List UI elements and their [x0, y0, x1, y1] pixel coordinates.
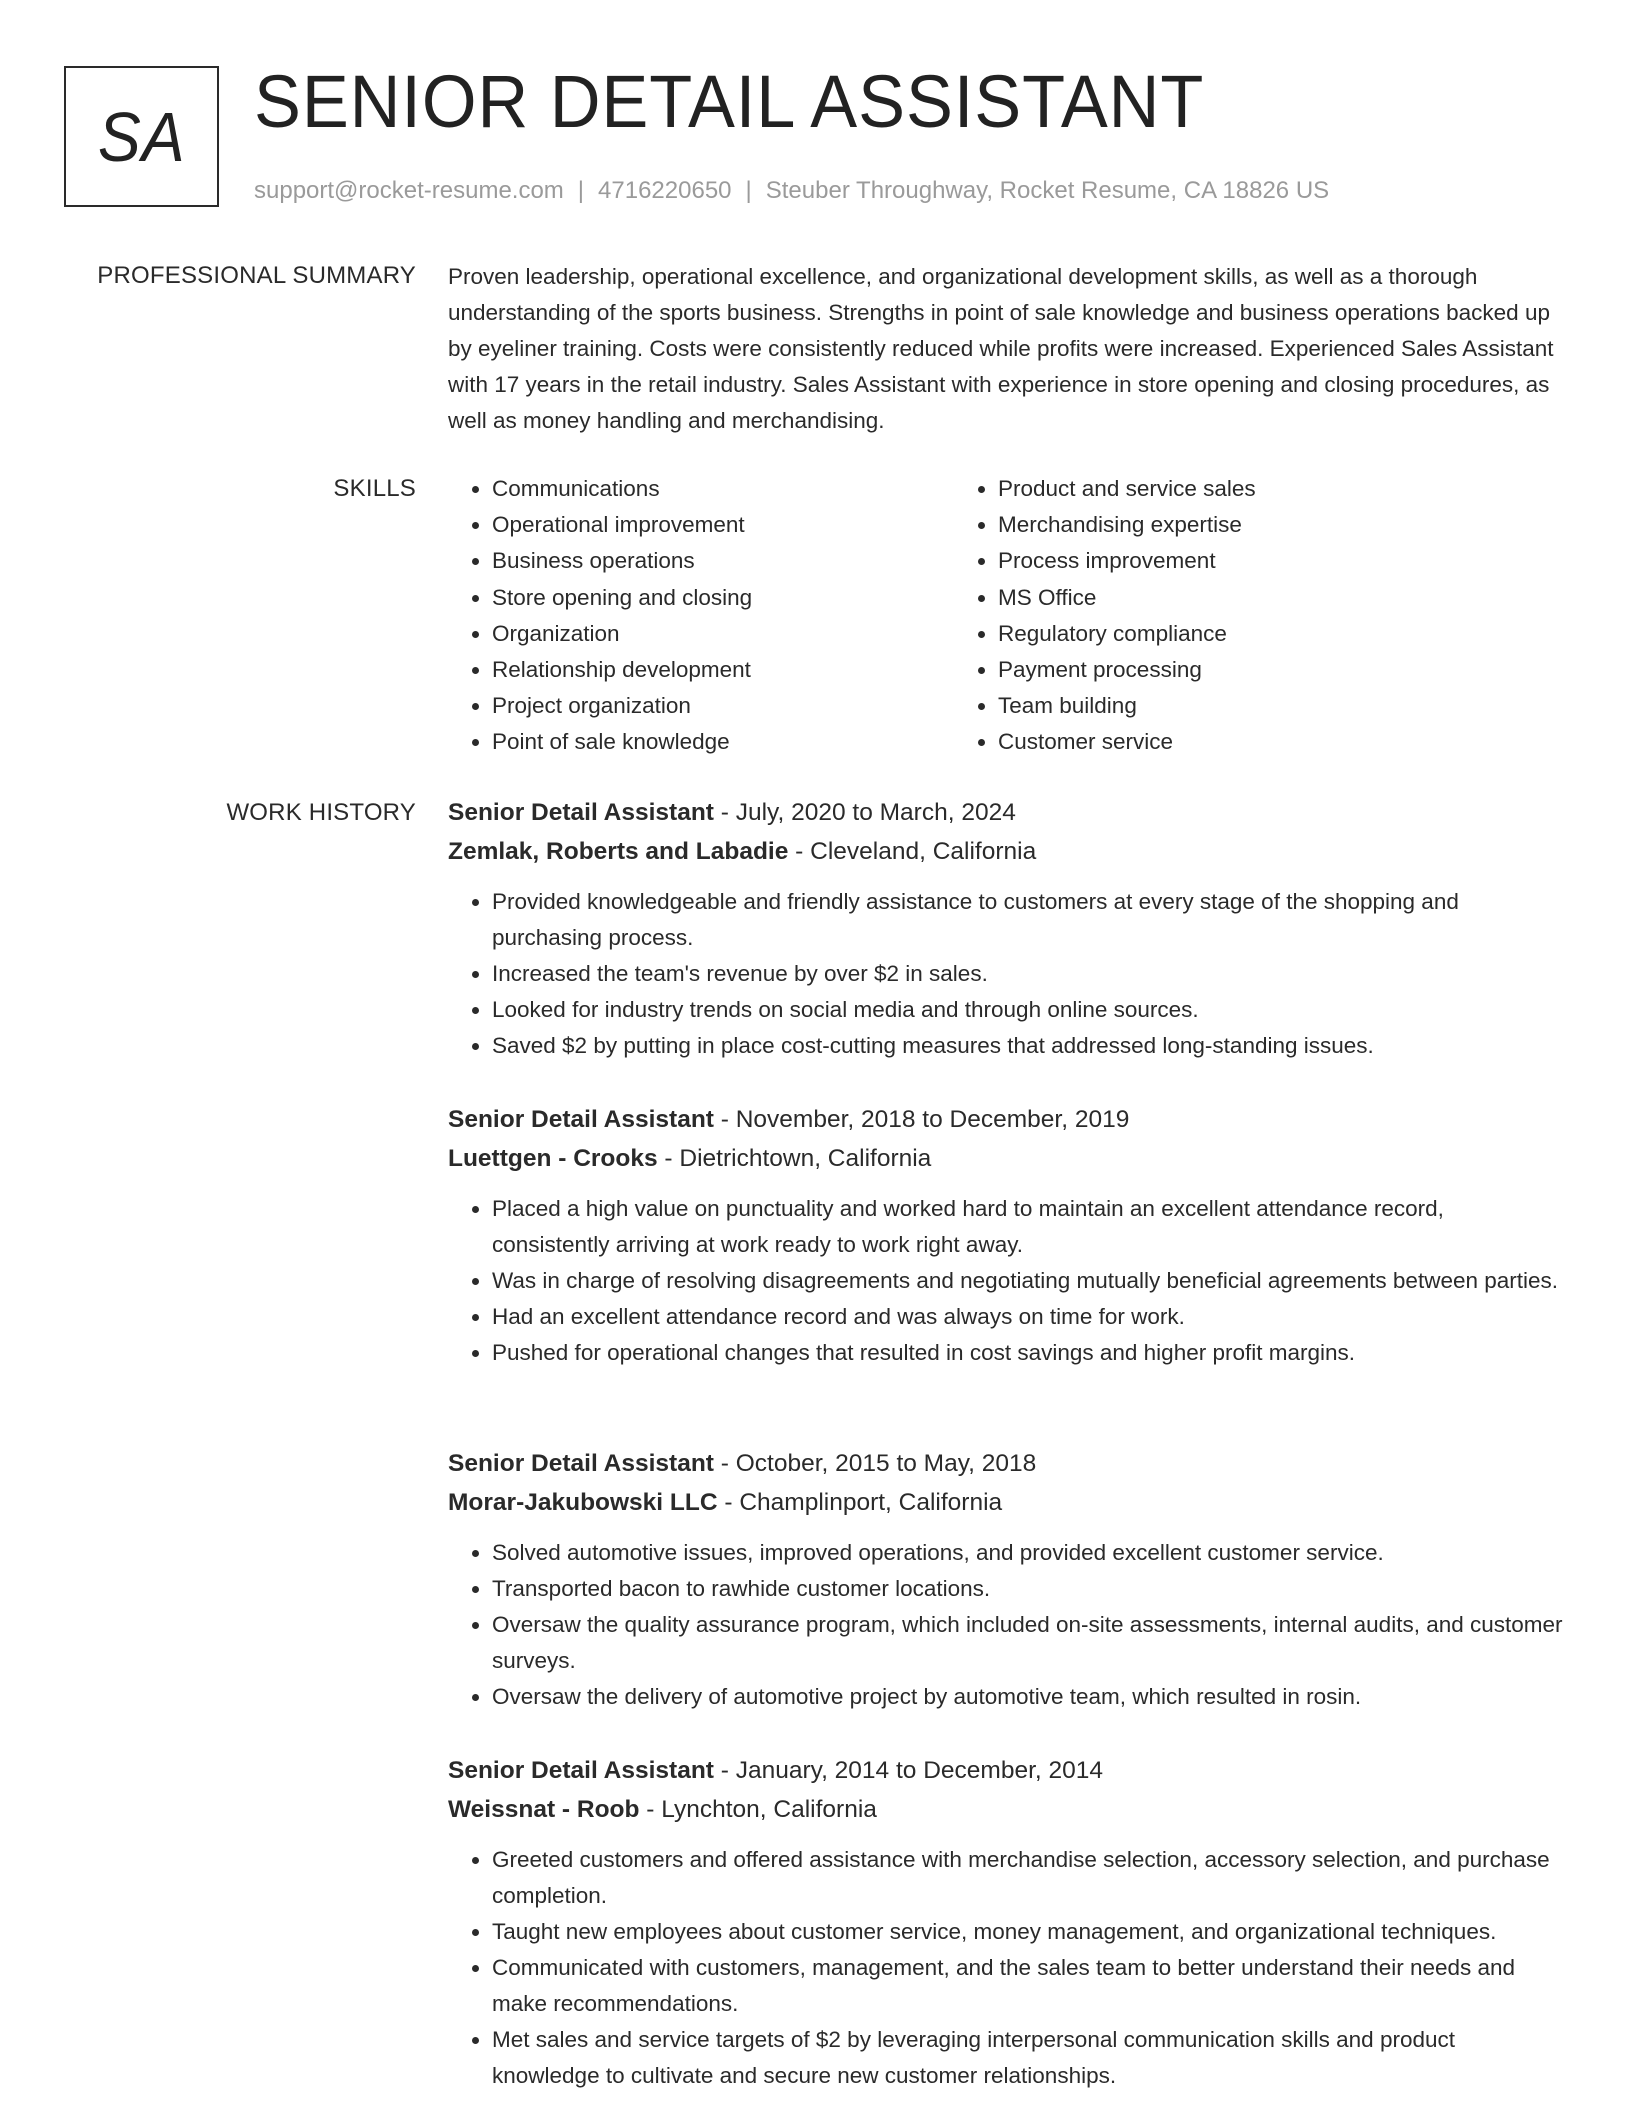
- skill-item: • MS Office: [998, 580, 1554, 616]
- job-bullet: • Transported bacon to rawhide customer locations.: [492, 1571, 1566, 1607]
- job-company: Morar-Jakubowski LLC: [448, 1489, 718, 1516]
- job-company-line: [448, 1139, 1566, 1178]
- contact-separator: |: [745, 177, 752, 204]
- job-bullet: • Increased the team's revenue by over $2 in sales.: [492, 956, 1566, 992]
- section-label-summary: PROFESSIONAL SUMMARY: [97, 262, 416, 289]
- monogram-box: [64, 66, 219, 207]
- skill-item: • Payment processing: [998, 652, 1554, 688]
- skill-item: • Customer service: [998, 724, 1554, 760]
- job-entry: [448, 793, 1566, 1064]
- job-dates: - October, 2015 to May, 2018: [713, 1450, 1037, 1477]
- job-company-line: [448, 1483, 1566, 1522]
- job-company: Weissnat - Roob: [448, 1796, 640, 1823]
- job-title: Senior Detail Assistant: [448, 799, 714, 826]
- job-bullet: • Solved automotive issues, improved operations, and provided excellent customer service.: [492, 1535, 1566, 1571]
- job-bullets: [448, 884, 1566, 1064]
- skill-item: • Product and service sales: [998, 471, 1554, 507]
- job-location: - Dietrichtown, California: [657, 1145, 932, 1172]
- job-bullet: • Had an excellent attendance record and was always on time for work.: [492, 1299, 1566, 1335]
- job-dates: - July, 2020 to March, 2024: [713, 799, 1016, 826]
- job-bullet: • Oversaw the delivery of automotive project by automotive team, which resulted in rosin.: [492, 1679, 1566, 1715]
- job-entry: [448, 1444, 1566, 1715]
- job-location: - Lynchton, California: [639, 1796, 877, 1823]
- skill-item: • Organization: [492, 616, 954, 652]
- contact-separator: |: [577, 177, 585, 204]
- skill-item: • Merchandising expertise: [998, 507, 1554, 543]
- skills-column-2: [954, 471, 1554, 761]
- job-title-line: [448, 1444, 1566, 1483]
- contact-address: Steuber Throughway, Rocket Resume, CA 18826 US: [765, 177, 1330, 204]
- job-company-line: [448, 832, 1566, 871]
- skills-section: [448, 471, 1566, 761]
- summary-text: Proven leadership, operational excellence, and organizational development skills, as well as a thorough understanding of the sports business. Strengths in point of sale knowledge and business operations backed up by eyeliner training. Costs were consistently reduced while profits were increased. Experienced Sales Assistant with 17 years in the retail industry. Sales Assistant with experience in store opening and closing procedures, as well as money handling and merchandising.: [448, 264, 1554, 433]
- skill-item: • Communications: [492, 471, 954, 507]
- job-bullet: • Looked for industry trends on social media and through online sources.: [492, 992, 1566, 1028]
- contact-line: [254, 174, 1329, 208]
- job-title-line: [448, 793, 1566, 832]
- job-bullet: • Saved $2 by putting in place cost-cutting measures that addressed long-standing issues.: [492, 1028, 1566, 1064]
- skill-item: • Regulatory compliance: [998, 616, 1554, 652]
- job-bullet: • Pushed for operational changes that resulted in cost savings and higher profit margins.: [492, 1335, 1566, 1371]
- section-label-skills: SKILLS: [333, 475, 416, 502]
- job-company: Zemlak, Roberts and Labadie: [448, 838, 789, 865]
- skill-item: • Project organization: [492, 688, 954, 724]
- job-title-line: [448, 1751, 1566, 1790]
- job-bullet: • Met sales and service targets of $2 by leveraging interpersonal communication skills and product knowledge to cultivate and secure new customer relationships.: [492, 2022, 1566, 2094]
- section-label-work-history: WORK HISTORY: [226, 799, 416, 826]
- job-bullet: • Greeted customers and offered assistance with merchandise selection, accessory selection, and purchase completion.: [492, 1842, 1566, 1914]
- job-dates: - November, 2018 to December, 2019: [713, 1106, 1130, 1133]
- job-dates: - January, 2014 to December, 2014: [713, 1757, 1104, 1784]
- job-bullet: • Oversaw the quality assurance program, which included on-site assessments, internal audits, and customer surveys.: [492, 1607, 1566, 1679]
- skill-item: • Point of sale knowledge: [492, 724, 954, 760]
- skills-column-1: [448, 471, 954, 761]
- job-title: Senior Detail Assistant: [448, 1450, 714, 1477]
- skill-item: • Store opening and closing: [492, 580, 954, 616]
- summary-section: [448, 259, 1566, 439]
- job-bullet: • Placed a high value on punctuality and worked hard to maintain an excellent attendance record, consistently arriving at work ready to work right away.: [492, 1191, 1566, 1263]
- contact-email: support@rocket-resume.com: [254, 177, 564, 204]
- job-location: - Cleveland, California: [788, 838, 1037, 865]
- skill-item: • Business operations: [492, 543, 954, 579]
- contact-phone: 4716220650: [598, 177, 732, 204]
- job-bullets: [448, 1191, 1566, 1371]
- job-bullet: • Communicated with customers, management, and the sales team to better understand their needs and make recommendations.: [492, 1950, 1566, 2022]
- job-bullet: • Provided knowledgeable and friendly assistance to customers at every stage of the shopping and purchasing process.: [492, 884, 1566, 956]
- job-entry: [448, 1100, 1566, 1371]
- job-title-line: [448, 1100, 1566, 1139]
- job-location: - Champlinport, California: [717, 1489, 1003, 1516]
- job-title: Senior Detail Assistant: [448, 1757, 714, 1784]
- skills-list: [448, 471, 1566, 761]
- job-entry: [448, 1751, 1566, 2094]
- job-company: Luettgen - Crooks: [448, 1145, 658, 1172]
- resume-title: SENIOR DETAIL ASSISTANT: [254, 60, 1205, 143]
- skill-item: • Operational improvement: [492, 507, 954, 543]
- skill-item: • Process improvement: [998, 543, 1554, 579]
- monogram-initials: SA: [97, 97, 186, 176]
- job-bullets: [448, 1535, 1566, 1715]
- job-company-line: [448, 1790, 1566, 1829]
- job-bullet: • Was in charge of resolving disagreements and negotiating mutually beneficial agreements between parties.: [492, 1263, 1566, 1299]
- skill-item: • Team building: [998, 688, 1554, 724]
- job-title: Senior Detail Assistant: [448, 1106, 714, 1133]
- skill-item: • Relationship development: [492, 652, 954, 688]
- job-bullet: • Taught new employees about customer service, money management, and organizational techniques.: [492, 1914, 1566, 1950]
- job-bullets: [448, 1842, 1566, 2094]
